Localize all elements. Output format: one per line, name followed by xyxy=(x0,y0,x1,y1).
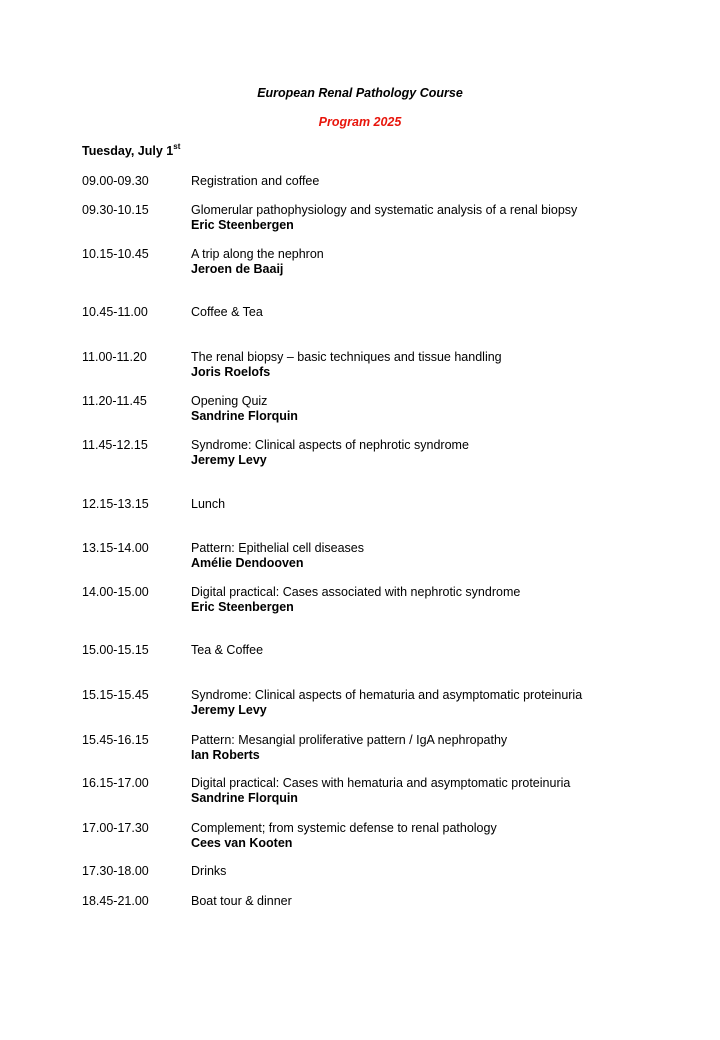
session-speaker: Cees van Kooten xyxy=(191,836,293,850)
session-title: Opening Quiz xyxy=(191,394,268,408)
session-title: Syndrome: Clinical aspects of hematuria and asymptomatic proteinuria xyxy=(191,688,583,702)
document-title: European Renal Pathology Course xyxy=(257,86,463,100)
session-time: 13.15-14.00 xyxy=(82,541,149,555)
session-speaker: Eric Steenbergen xyxy=(191,218,294,232)
session-time: 15.15-15.45 xyxy=(82,688,149,702)
session-title: Digital practical: Cases with hematuria and asymptomatic proteinuria xyxy=(191,776,571,790)
session-speaker: Joris Roelofs xyxy=(191,365,271,379)
session-time: 09.00-09.30 xyxy=(82,174,149,188)
session-time: 15.00-15.15 xyxy=(82,643,149,657)
session-title: Coffee & Tea xyxy=(191,305,263,319)
session-time: 12.15-13.15 xyxy=(82,497,149,511)
day-heading xyxy=(82,141,181,159)
session-title: Lunch xyxy=(191,497,226,511)
session-speaker: Amélie Dendooven xyxy=(191,556,304,570)
session-title: Boat tour & dinner xyxy=(191,894,292,908)
session-title: Pattern: Mesangial proliferative pattern / IgA nephropathy xyxy=(191,733,508,747)
session-title: Pattern: Epithelial cell diseases xyxy=(191,541,365,555)
session-time: 17.30-18.00 xyxy=(82,864,149,878)
day-suffix: st xyxy=(173,141,181,151)
session-time: 17.00-17.30 xyxy=(82,821,149,835)
session-time: 10.15-10.45 xyxy=(82,247,149,261)
session-speaker: Sandrine Florquin xyxy=(191,409,298,423)
session-speaker: Jeremy Levy xyxy=(191,703,267,717)
session-time: 14.00-15.00 xyxy=(82,585,149,599)
document-subtitle: Program 2025 xyxy=(318,115,402,129)
day-label: Tuesday, July 1 xyxy=(82,144,174,158)
session-title: Syndrome: Clinical aspects of nephrotic syndrome xyxy=(191,438,469,452)
session-speaker: Jeremy Levy xyxy=(191,453,267,467)
session-time: 18.45-21.00 xyxy=(82,894,149,908)
session-speaker: Jeroen de Baaij xyxy=(191,262,284,276)
session-time: 15.45-16.15 xyxy=(82,733,149,747)
session-time: 11.00-11.20 xyxy=(82,350,147,364)
session-time: 09.30-10.15 xyxy=(82,203,149,217)
session-time: 10.45-11.00 xyxy=(82,305,148,319)
session-speaker: Ian Roberts xyxy=(191,748,260,762)
session-speaker: Sandrine Florquin xyxy=(191,791,298,805)
session-title: Registration and coffee xyxy=(191,174,320,188)
session-title: A trip along the nephron xyxy=(191,247,324,261)
session-time: 11.45-12.15 xyxy=(82,438,148,452)
session-title: Glomerular pathophysiology and systematic analysis of a renal biopsy xyxy=(191,203,578,217)
session-title: Drinks xyxy=(191,864,227,878)
session-speaker: Eric Steenbergen xyxy=(191,600,294,614)
session-title: Complement; from systemic defense to renal pathology xyxy=(191,821,497,835)
session-title: Digital practical: Cases associated with nephrotic syndrome xyxy=(191,585,521,599)
session-time: 16.15-17.00 xyxy=(82,776,149,790)
session-time: 11.20-11.45 xyxy=(82,394,147,408)
session-title: Tea & Coffee xyxy=(191,643,264,657)
session-title: The renal biopsy – basic techniques and tissue handling xyxy=(191,350,502,364)
